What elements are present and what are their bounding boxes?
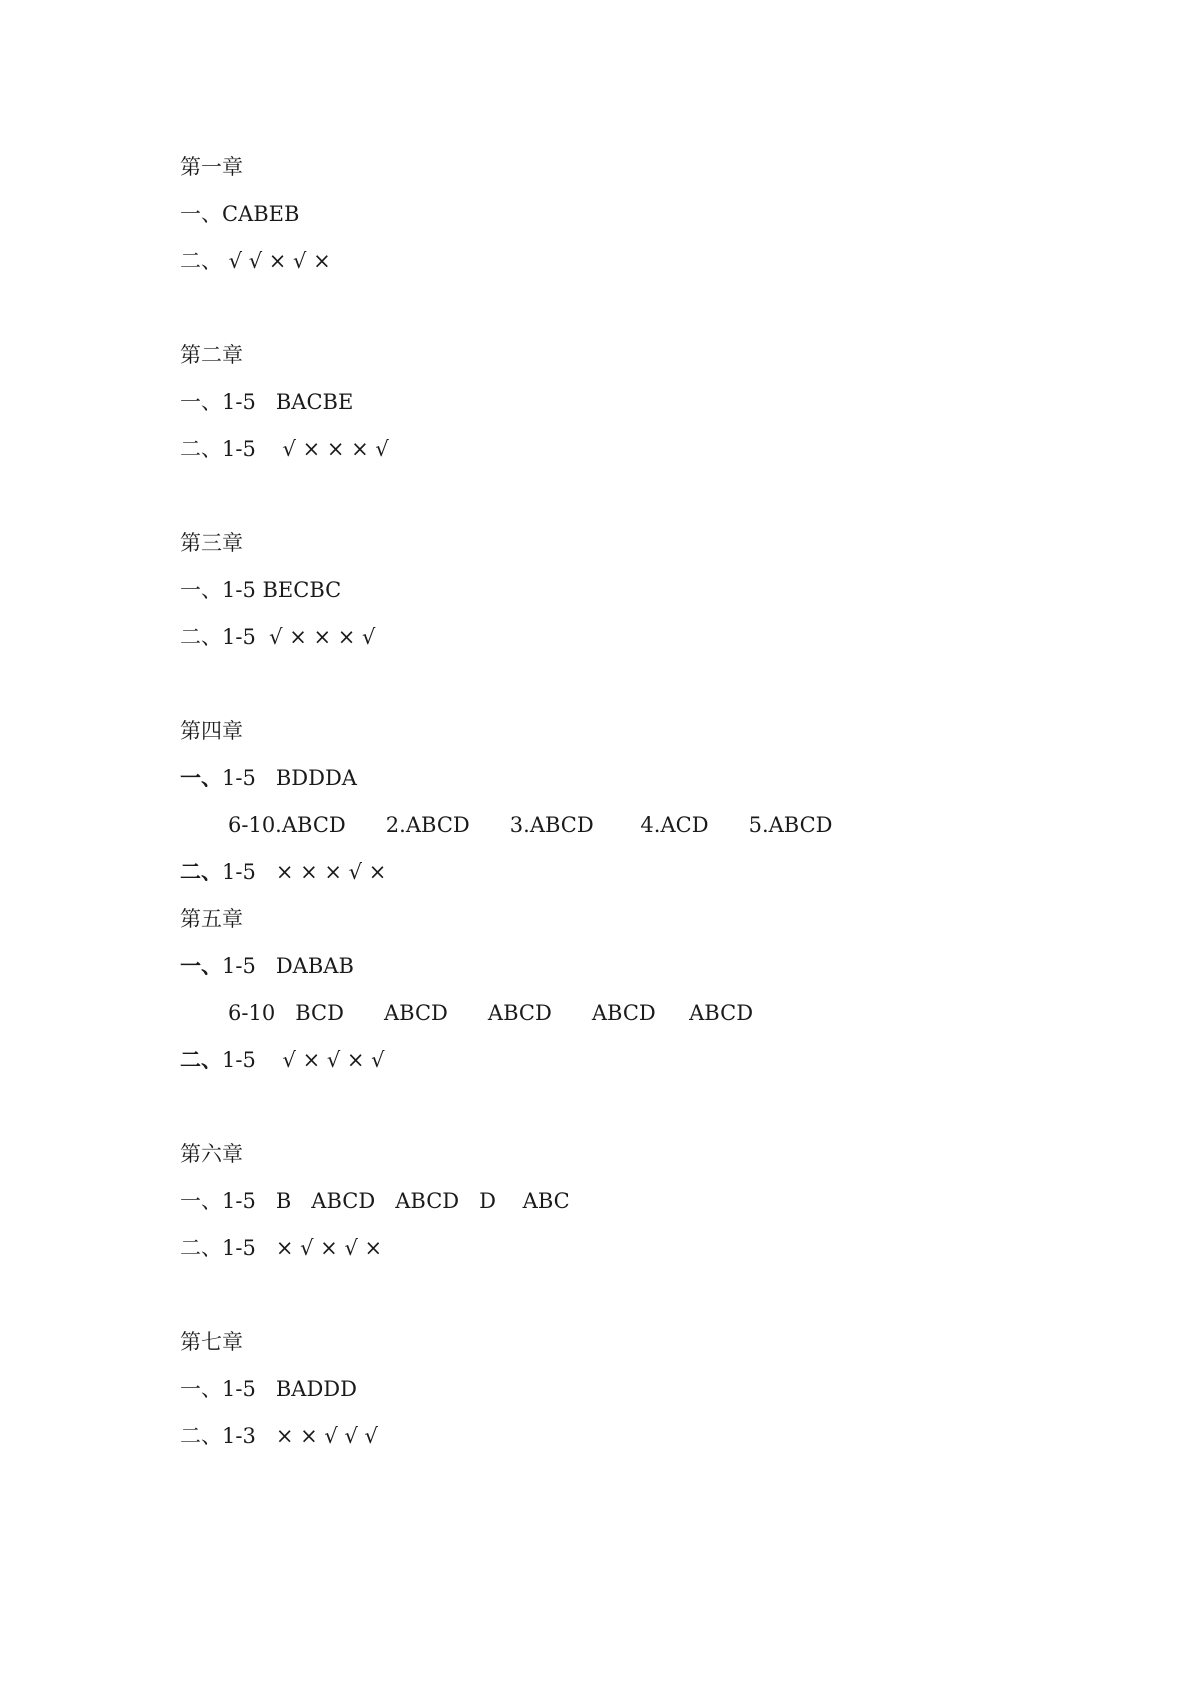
chapter-7-heading: 第七章 <box>180 1330 243 1354</box>
chapter-5-part-2-row <box>180 1045 385 1075</box>
chapter-5-part-1-row <box>180 951 354 981</box>
chapter-6-part-2-answers: 二、1-5 × √ × √ × <box>180 1236 383 1260</box>
chapter-4-part-2-answers: 1-5 × × × √ × <box>222 860 387 884</box>
chapter-2-part-1-answers: 一、1-5 BACBE <box>180 390 354 414</box>
chapter-6-part-1-answers: 一、1-5 B ABCD ABCD D ABC <box>180 1189 570 1213</box>
chapter-1-part-1-answers: 一、CABEB <box>180 202 300 226</box>
chapter-3-part-1-answers: 一、1-5 BECBC <box>180 578 342 602</box>
chapter-5-part-1-continued-answers: 6-10 BCD ABCD ABCD ABCD ABCD <box>228 1001 754 1025</box>
chapter-6-heading: 第六章 <box>180 1142 243 1166</box>
chapter-7-part-2-answers: 二、1-3 × × √ √ √ <box>180 1424 378 1448</box>
chapter-1-heading: 第一章 <box>180 155 243 179</box>
chapter-5-part-2-label: 二、 <box>180 1047 222 1072</box>
chapter-3-part-2-answers: 二、1-5 √ × × × √ <box>180 625 376 649</box>
chapter-4-part-1-row <box>180 763 357 793</box>
chapter-1-part-2-answers: 二、 √ √ × √ × <box>180 249 331 273</box>
chapter-4-part-2-row <box>180 857 386 887</box>
chapter-4-heading: 第四章 <box>180 719 243 743</box>
chapter-4-part-2-label: 二、 <box>180 859 222 884</box>
chapter-4-part-1-answers: 1-5 BDDDA <box>222 766 357 790</box>
chapter-4-part-1-label: 一、 <box>180 765 222 790</box>
chapter-2-heading: 第二章 <box>180 343 243 367</box>
chapter-3-heading: 第三章 <box>180 531 243 555</box>
chapter-5-heading: 第五章 <box>180 907 243 931</box>
chapter-5-part-1-answers: 1-5 DABAB <box>222 954 354 978</box>
chapter-4-part-1-continued-answers: 6-10.ABCD 2.ABCD 3.ABCD 4.ACD 5.ABCD <box>228 813 833 837</box>
chapter-5-part-1-label: 一、 <box>180 953 222 978</box>
chapter-5-part-2-answers: 1-5 √ × √ × √ <box>222 1048 385 1072</box>
chapter-2-part-2-answers: 二、1-5 √ × × × √ <box>180 437 389 461</box>
chapter-7-part-1-answers: 一、1-5 BADDD <box>180 1377 357 1401</box>
